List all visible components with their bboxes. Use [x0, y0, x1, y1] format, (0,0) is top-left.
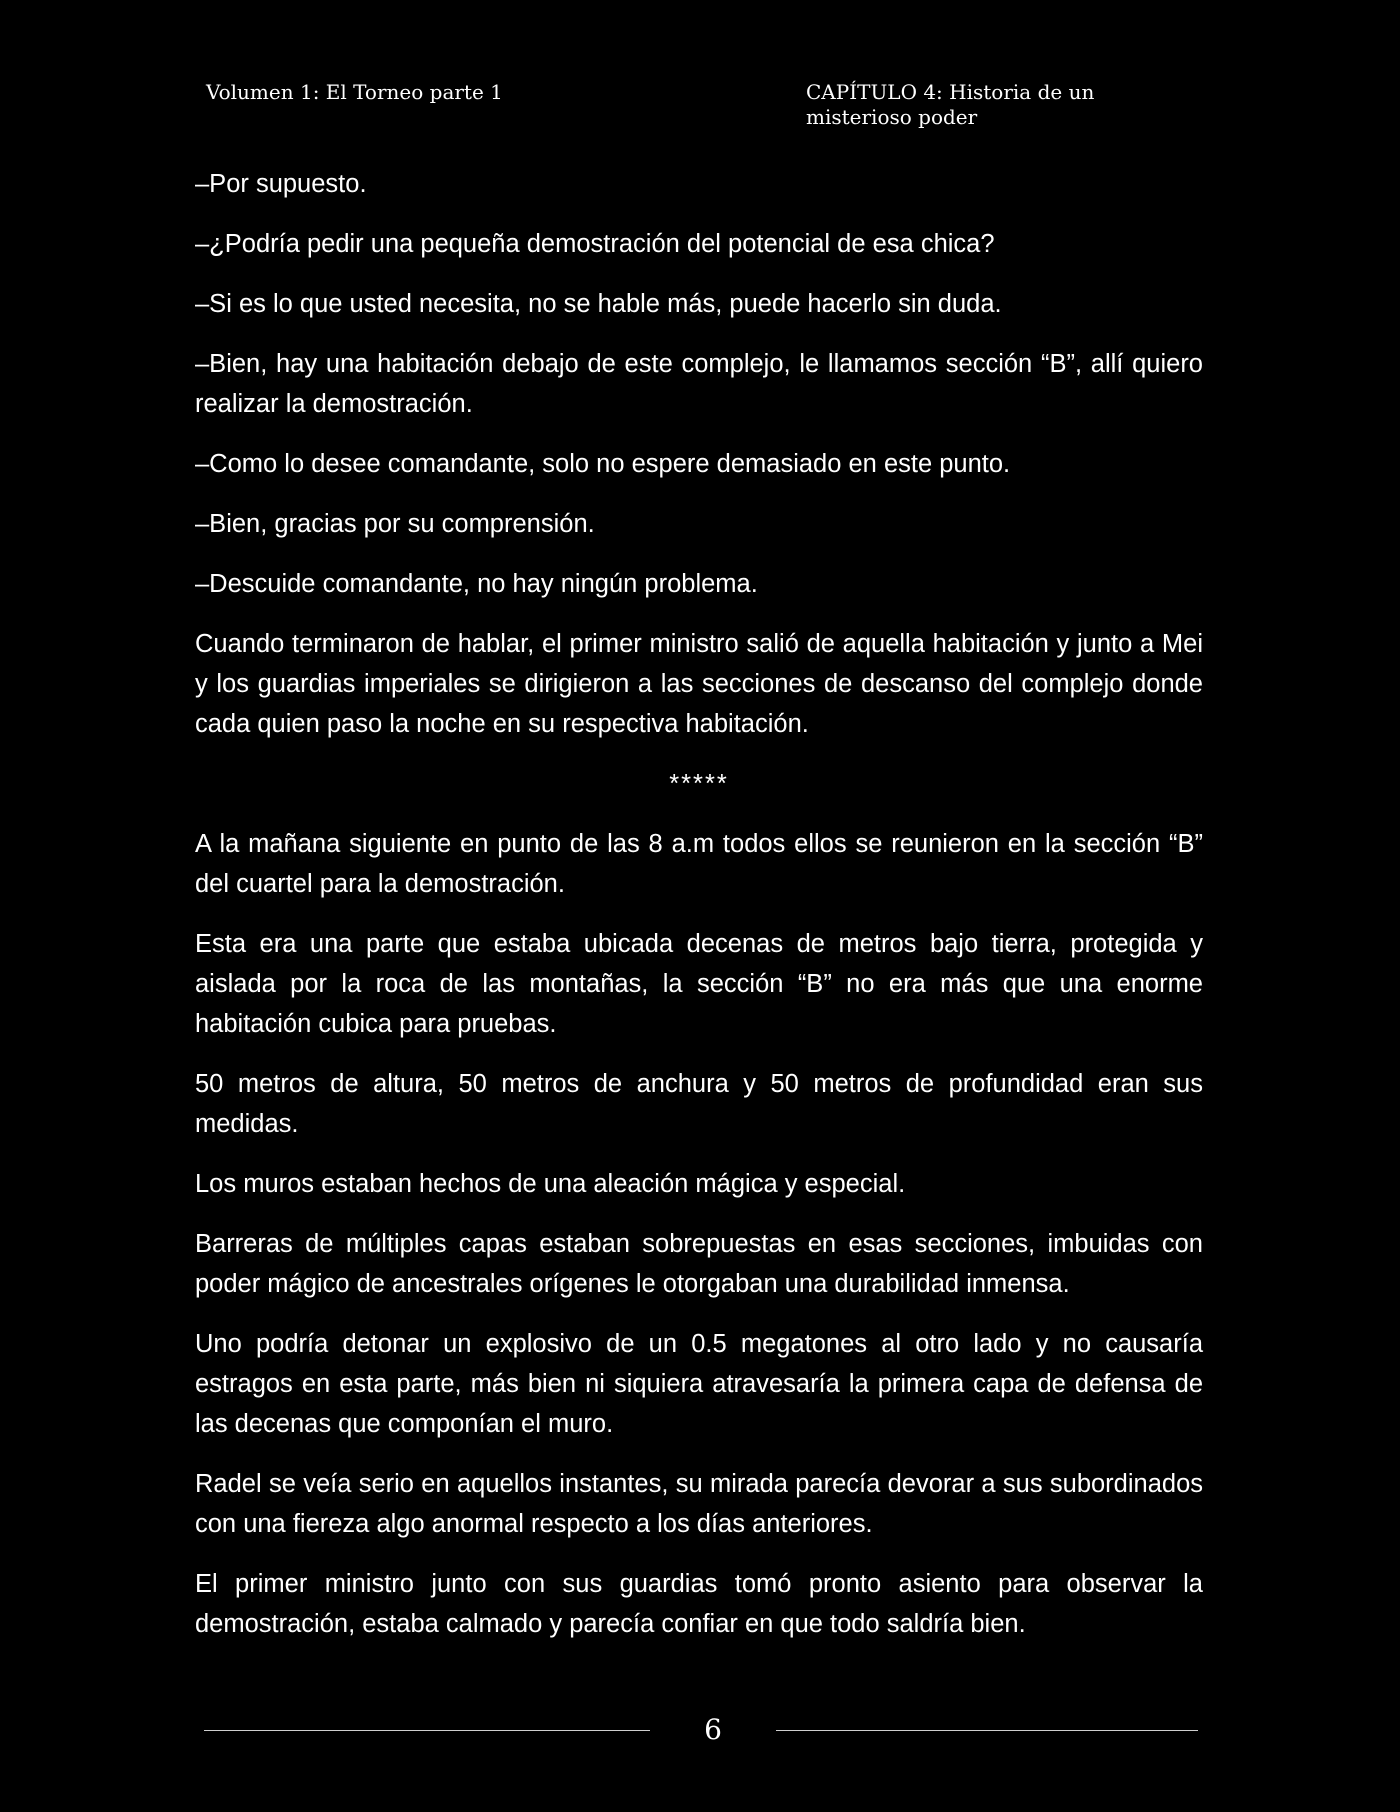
- chapter-title: CAPÍTULO 4: Historia de un misterioso poder: [806, 80, 1095, 129]
- dialogue-line: –¿Podría pedir una pequeña demostración del potencial de esa chica?: [195, 230, 995, 258]
- dialogue-line: –Por supuesto.: [195, 170, 367, 198]
- narrative-paragraph: Uno podría detonar un explosivo de un 0.5 megatones al otro lado y no causaría estragos en esta parte, más bien ni siquiera atravesaría la primera capa de defensa de las decenas que componían el muro.: [195, 1330, 1203, 1438]
- narrative-paragraph: 50 metros de altura, 50 metros de anchura y 50 metros de profundidad eran sus medidas.: [195, 1070, 1203, 1138]
- page-number: 6: [704, 1713, 722, 1746]
- scene-separator: *****: [669, 770, 729, 798]
- footer-rule-left: [204, 1730, 650, 1731]
- page-footer: [204, 1710, 1198, 1756]
- dialogue-line: –Bien, gracias por su comprensión.: [195, 510, 595, 538]
- narrative-paragraph: Barreras de múltiples capas estaban sobrepuestas en esas secciones, imbuidas con poder mágico de ancestrales orígenes le otorgaban una durabilidad inmensa.: [195, 1230, 1203, 1298]
- page-body: [195, 164, 1203, 1664]
- narrative-paragraph: Radel se veía serio en aquellos instantes, su mirada parecía devorar a sus subordinados con una fiereza algo anormal respecto a los días anteriores.: [195, 1470, 1203, 1538]
- footer-rule-right: [776, 1730, 1198, 1731]
- narrative-paragraph: A la mañana siguiente en punto de las 8 a.m todos ellos se reunieron en la sección “B” del cuartel para la demostración.: [195, 830, 1203, 898]
- dialogue-line: –Bien, hay una habitación debajo de este complejo, le llamamos sección “B”, allí quiero realizar la demostración.: [195, 350, 1203, 418]
- dialogue-line: –Si es lo que usted necesita, no se hable más, puede hacerlo sin duda.: [195, 290, 1002, 318]
- volume-title: Volumen 1: El Torneo parte 1: [206, 80, 503, 104]
- dialogue-line: –Descuide comandante, no hay ningún problema.: [195, 570, 758, 598]
- narrative-paragraph: Esta era una parte que estaba ubicada decenas de metros bajo tierra, protegida y aislada por la roca de las montañas, la sección “B” no era más que una enorme habitación cubica para pruebas.: [195, 930, 1203, 1038]
- narrative-paragraph: Los muros estaban hechos de una aleación mágica y especial.: [195, 1170, 906, 1198]
- dialogue-line: –Como lo desee comandante, solo no espere demasiado en este punto.: [195, 450, 1011, 478]
- narrative-paragraph: Cuando terminaron de hablar, el primer ministro salió de aquella habitación y junto a Mei y los guardias imperiales se dirigieron a las secciones de descanso del complejo donde cada quien paso la noche en su respectiva habitación.: [195, 630, 1203, 738]
- narrative-paragraph: El primer ministro junto con sus guardias tomó pronto asiento para observar la demostración, estaba calmado y parecía confiar en que todo saldría bien.: [195, 1570, 1203, 1638]
